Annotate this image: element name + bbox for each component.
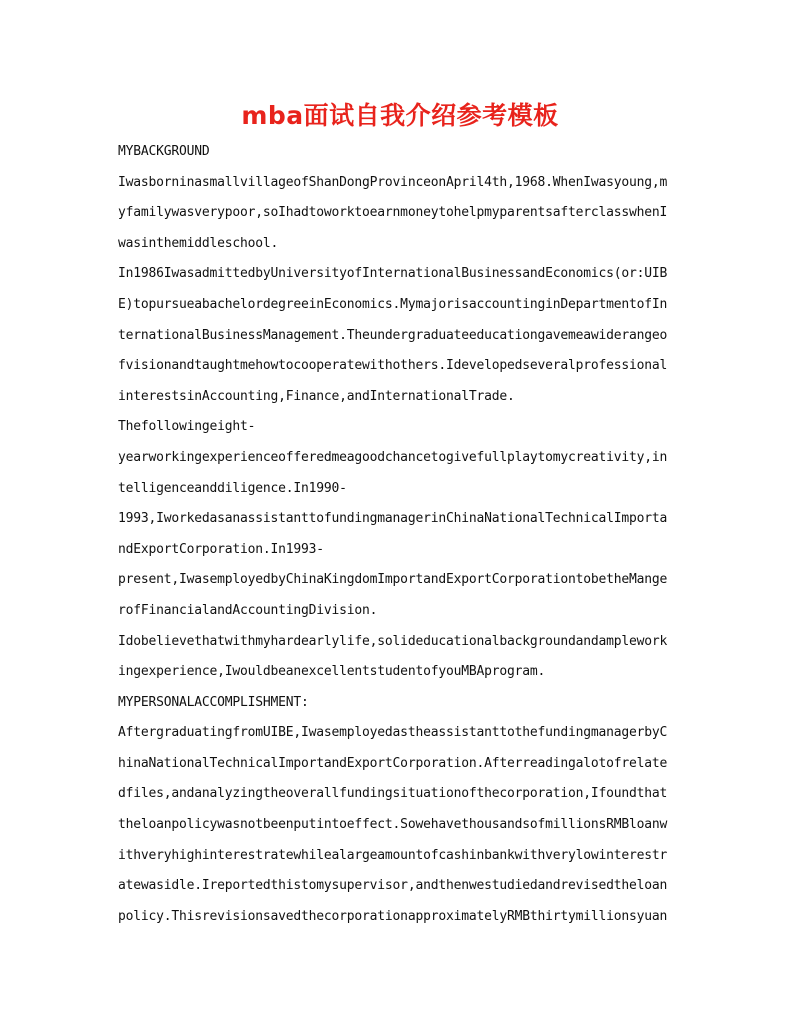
document-title: mba面试自我介绍参考模板 — [241, 101, 559, 130]
text-line: AftergraduatingfromUIBE,IwasemployedastheassistanttothefundingmanagerbyC — [118, 725, 668, 741]
text-line: yearworkingexperienceofferedmeagoodchancetogivefullplaytomycreativity,in — [118, 449, 668, 465]
text-line: hinaNationalTechnicalImportandExportCorporation.Afterreadingalotofrelate — [118, 755, 668, 771]
text-line: fvisionandtaughtmehowtocooperatewithothers.Idevelopedseveralprofessional — [118, 358, 668, 374]
text-line: ithveryhighinterestratewhilealargeamountofcashinbankwithverylowinterestr — [118, 847, 668, 863]
text-line: ingexperience,IwouldbeanexcellentstudentofyouMBAprogram. — [118, 664, 546, 680]
text-line: yfamilywasverypoor,soIhadtoworktoearnmoneytohelpmyparentsafterclasswhenI — [118, 205, 668, 221]
text-line: 1993,IworkedasanassistanttofundingmanagerinChinaNationalTechnicalImporta — [118, 511, 668, 527]
text-line: Idobelievethatwithmyhardearlylife,solideducationalbackgroundandamplework — [118, 633, 668, 649]
text-line: MYBACKGROUND — [118, 144, 210, 159]
text-line: IwasborninasmallvillageofShanDongProvinceonApril4th,1968.WhenIwasyoung,m — [118, 174, 668, 190]
text-line: theloanpolicywasnotbeenputintoeffect.SowehavethousandsofmillionsRMBloanw — [118, 817, 668, 833]
text-line: present,IwasemployedbyChinaKingdomImportandExportCorporationtobetheMange — [118, 572, 668, 588]
text-line: wasinthemiddleschool. — [118, 235, 279, 251]
text-line: dfiles,andanalyzingtheoverallfundingsituationofthecorporation,Ifoundthat — [118, 786, 668, 802]
text-line: ternationalBusinessManagement.Theundergraduateeducationgavemeawiderangeo — [118, 327, 668, 343]
text-line: In1986IwasadmittedbyUniversityofInternationalBusinessandEconomics(or:UIB — [118, 266, 668, 282]
text-line: Thefollowingeight- — [118, 419, 256, 435]
text-line: ndExportCorporation.In1993- — [118, 541, 324, 557]
text-line: telligenceanddiligence.In1990- — [118, 480, 347, 496]
text-line: policy.ThisrevisionsavedthecorporationapproximatelyRMBthirtymillionsyuan — [118, 908, 668, 924]
document-body — [118, 137, 690, 932]
text-line: interestsinAccounting,Finance,andInternationalTrade. — [118, 388, 515, 404]
text-line: atewasidle.Ireportedthistomysupervisor,andthenwestudiedandrevisedtheloan — [118, 878, 668, 894]
text-line: MYPERSONALACCOMPLISHMENT: — [118, 694, 309, 710]
text-line: E)topursueabachelordegreeinEconomics.MymajorisaccountinginDepartmentofIn — [118, 296, 668, 312]
text-line: rofFinancialandAccountingDivision. — [118, 602, 378, 618]
